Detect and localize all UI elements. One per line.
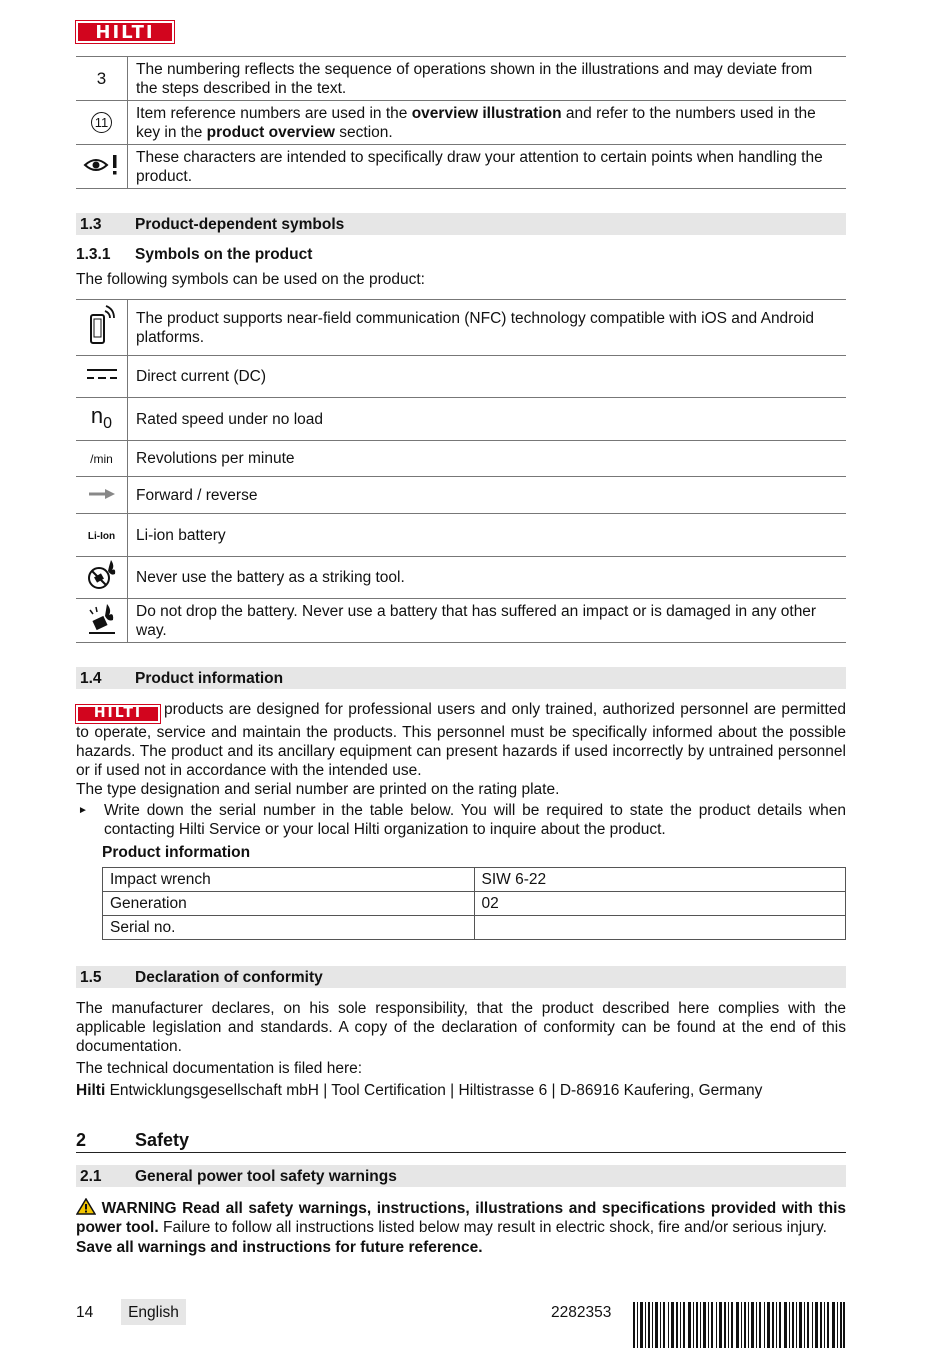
serial-number-bullet: ► Write down the serial number in the table below. You will be required to state the product details when contacting Hilti Service or your local Hilti organization to inquire about the product. — [78, 802, 846, 838]
table-cell: Serial no. — [103, 916, 475, 940]
li-ion-symbol: Li-Ion — [76, 514, 128, 557]
drop-battery-description: Do not drop the battery. Never use a battery that has suffered an impact or is damaged in any other way. — [128, 599, 847, 643]
direct-current-icon — [76, 356, 128, 398]
table-cell: Impact wrench — [103, 868, 475, 892]
section-1-4-heading: 1.4 Product information — [76, 667, 846, 689]
language-label: English — [121, 1299, 186, 1325]
forward-reverse-arrow-icon — [76, 477, 128, 514]
table-cell: 02 — [474, 892, 846, 916]
document-number: 2282353 — [551, 1304, 612, 1321]
rpm-description: Revolutions per minute — [128, 441, 847, 477]
nfc-phone-icon — [76, 300, 128, 356]
eye-exclamation-icon — [76, 145, 128, 189]
tech-doc-address: Hilti Entwicklungsgesellschaft mbH | Tool Certification | Hiltistrasse 6 | D-86916 Kaufering, Germany — [76, 1082, 763, 1099]
bullet-arrow-icon: ► — [78, 805, 88, 816]
intro-symbol-table — [76, 56, 846, 189]
table-row — [103, 916, 846, 940]
product-info-table-title: Product information — [102, 844, 251, 861]
warning-triangle-icon — [76, 1198, 96, 1215]
section-1-3-heading: 1.3 Product-dependent symbols — [76, 213, 846, 235]
forward-reverse-description: Forward / reverse — [128, 477, 847, 514]
barcode — [633, 1302, 845, 1348]
nfc-description: The product supports near-field communication (NFC) technology compatible with iOS and Android platforms. — [128, 300, 847, 356]
hilti-inline-logo: HILTI — [76, 705, 160, 723]
safety-warning-paragraph: WARNING Read all safety warnings, instructions, illustrations and specifications provided with this power tool. Failure to follow all instructions listed below may result in electric shock, fire and/or serious injury. — [76, 1200, 846, 1236]
symbols-intro: The following symbols can be used on the product: — [76, 271, 425, 288]
tech-doc-note: The technical documentation is filed here: — [76, 1060, 363, 1077]
section-2-heading: 2 Safety — [76, 1128, 846, 1153]
li-ion-description: Li-ion battery — [128, 514, 847, 557]
table-cell: Generation — [103, 892, 475, 916]
product-symbol-table — [76, 299, 846, 643]
section-1-3-1-heading: 1.3.1 Symbols on the product — [76, 246, 313, 263]
product-info-paragraph: HILTI products are designed for professional users and only trained, authorized personnel are permitted to operate, service and maintain the products. This personnel must be specifically informed about the possible hazards. The product and its ancillary equipment can present hazards if used incorrectly by untrained personnel or if used not in accordance with the intended use. — [76, 701, 846, 779]
step-number-description: The numbering reflects the sequence of operations shown in the illustrations and may deviate from the steps described in the text. — [128, 57, 847, 101]
table-cell: SIW 6-22 — [474, 868, 846, 892]
conformity-paragraph: The manufacturer declares, on his sole responsibility, that the product described here complies with the applicable legislation and standards. A copy of the declaration of conformity can be found at the end of this documentation. — [76, 1000, 846, 1055]
page-number: 14 — [76, 1304, 94, 1321]
no-drop-battery-icon — [76, 599, 128, 643]
save-warnings-note: Save all warnings and instructions for future reference. — [76, 1239, 483, 1256]
section-1-5-heading: 1.5 Declaration of conformity — [76, 966, 846, 988]
no-load-speed-symbol: n0 — [76, 398, 128, 441]
hilti-logo: HILTI — [76, 21, 174, 43]
table-row — [103, 868, 846, 892]
striking-tool-description: Never use the battery as a striking tool. — [128, 557, 847, 599]
no-load-speed-description: Rated speed under no load — [128, 398, 847, 441]
serial-number-cell[interactable] — [474, 916, 846, 940]
per-minute-symbol: /min — [76, 441, 128, 477]
item-reference-description: Item reference numbers are used in the overview illustration and refer to the numbers used in the key in the product overview section. — [128, 101, 847, 145]
rating-plate-note: The type designation and serial number are printed on the rating plate. — [76, 781, 560, 798]
no-striking-tool-icon — [76, 557, 128, 599]
attention-description: These characters are intended to specifically draw your attention to certain points when handling the product. — [128, 145, 847, 189]
item-reference-symbol: 11 — [76, 101, 128, 145]
table-row — [103, 892, 846, 916]
step-number-symbol: 3 — [76, 57, 128, 101]
section-2-1-heading: 2.1 General power tool safety warnings — [76, 1165, 846, 1187]
product-info-table — [102, 867, 846, 940]
dc-description: Direct current (DC) — [128, 356, 847, 398]
